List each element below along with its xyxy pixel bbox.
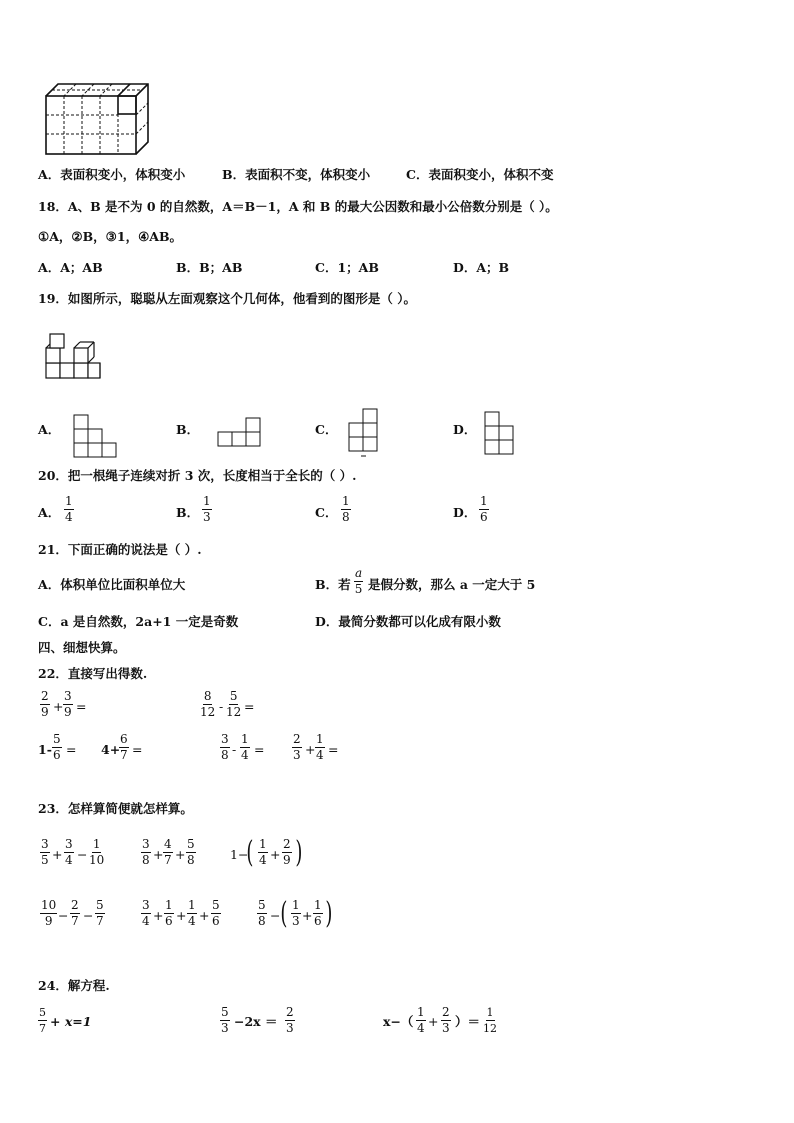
q23-e6-frac3 [313, 899, 323, 928]
q20-option-a-fraction[interactable] [64, 495, 74, 524]
denominator: 3 [292, 914, 300, 928]
denominator: 10 [89, 853, 105, 867]
numerator: 3 [221, 732, 229, 746]
denominator: 6 [212, 914, 220, 928]
denominator: 4 [241, 748, 249, 762]
q23-e4-frac2 [70, 899, 80, 928]
numerator: 5 [187, 837, 195, 851]
denominator: 7 [71, 914, 79, 928]
numerator: 1 [417, 1005, 425, 1019]
q24-stem: 24．解方程. [38, 978, 110, 993]
q20-option-b-fraction[interactable] [202, 495, 212, 524]
q20-label-a[interactable]: A． [38, 505, 61, 520]
q23-e6-paren-close: ) [325, 896, 333, 931]
numerator: 1 [480, 494, 488, 508]
numerator: 5 [258, 898, 266, 912]
q22-e2-frac2 [226, 690, 241, 719]
q19-label-b[interactable]: B． [176, 422, 200, 437]
denominator: 8 [187, 853, 195, 867]
q17-option-a[interactable]: A．表面积变小，体积变小 [38, 167, 186, 182]
q23-e1-frac3 [89, 838, 104, 867]
q19-option-a-figure[interactable] [73, 414, 117, 458]
q24-e2-frac2 [285, 1006, 295, 1035]
numerator: 5 [212, 898, 220, 912]
numerator: 1 [292, 898, 300, 912]
q23-e5-frac4 [211, 899, 221, 928]
numerator: 5 [39, 1006, 46, 1019]
numerator: 1 [65, 494, 73, 508]
q22-e5-frac2 [240, 733, 250, 762]
denominator: 7 [96, 914, 104, 928]
q19-label-d[interactable]: D． [453, 422, 477, 437]
q21-option-b-suffix[interactable]: 是假分数，那么 a 一定大于 5 [368, 577, 536, 592]
q23-e6-op2: + [302, 908, 313, 923]
q20-label-d[interactable]: D． [453, 505, 477, 520]
q22-e1-frac2 [63, 690, 73, 719]
denominator: 5 [354, 582, 363, 596]
numerator: 3 [142, 837, 150, 851]
numerator: 1 [486, 1006, 494, 1019]
numerator: 2 [71, 898, 79, 912]
q19-label-a[interactable]: A． [38, 422, 61, 437]
numerator: 5 [96, 898, 104, 912]
q23-e3-paren-open: ( [246, 835, 254, 870]
denominator: 9 [64, 705, 72, 719]
q24-e3-frac3 [483, 1006, 497, 1035]
numerator: 1 [342, 494, 350, 508]
denominator: 3 [203, 510, 211, 524]
q23-e4-op1: − [58, 908, 69, 923]
q21-option-d[interactable]: D．最简分数都可以化成有限小数 [315, 614, 501, 629]
q24-e3-frac1 [416, 1006, 426, 1035]
denominator: 7 [164, 853, 172, 867]
q23-stem: 23．怎样算简便就怎样算。 [38, 801, 193, 816]
q23-e2-frac3 [186, 838, 196, 867]
q24-e1-rest: + x=1 [50, 1014, 92, 1029]
q22-e2-frac1 [200, 690, 215, 719]
q23-e4-op2: − [83, 908, 94, 923]
q24-e3-op: + [428, 1014, 439, 1029]
denominator: 6 [480, 510, 488, 524]
q23-e3-frac2 [282, 838, 292, 867]
q23-e1-op1: + [52, 847, 63, 862]
q22-e3-lead: 1- [38, 742, 52, 757]
denominator: 8 [342, 510, 350, 524]
q20-option-d-fraction[interactable] [479, 495, 489, 524]
denominator: 3 [442, 1021, 450, 1035]
numerator: 3 [65, 837, 73, 851]
q21-option-c[interactable]: C．a 是自然数，2a+1 一定是奇数 [38, 614, 239, 629]
denominator: 3 [221, 1021, 229, 1035]
q22-e1-equals: = [76, 699, 87, 714]
denominator: 3 [286, 1021, 294, 1035]
denominator: 4 [65, 510, 73, 524]
q19-stem: 19．如图所示，聪聪从左面观察这个几何体，他看到的图形是（ ）。 [38, 291, 416, 306]
q24-e1-frac [38, 1006, 47, 1035]
q22-e6-op: + [305, 742, 316, 757]
denominator: 4 [65, 853, 73, 867]
q23-e3-paren-close: ) [295, 835, 303, 870]
denominator: 4 [188, 914, 196, 928]
q19-option-c-figure[interactable] [348, 408, 378, 458]
denominator: 7 [120, 748, 128, 762]
q18-option-d[interactable]: D．A；B [453, 260, 510, 275]
numerator: 8 [203, 689, 212, 703]
numerator: 3 [41, 837, 49, 851]
q22-e4-frac1 [119, 733, 129, 762]
q21-option-b-prefix[interactable]: B．若 [315, 577, 351, 592]
numerator: 2 [286, 1005, 294, 1019]
denominator: 8 [142, 853, 150, 867]
q24-e3-frac2 [441, 1006, 451, 1035]
numerator: 3 [142, 898, 150, 912]
numerator: a [355, 566, 363, 580]
numerator: 1 [92, 837, 101, 851]
q23-e5-frac3 [187, 899, 197, 928]
q22-e5-equals: = [254, 742, 265, 757]
q23-e2-op2: + [175, 847, 186, 862]
q19-label-c[interactable]: C． [315, 422, 338, 437]
numerator: 1 [259, 837, 267, 851]
q19-option-b-figure[interactable] [217, 417, 261, 447]
q22-e3-equals: = [66, 742, 77, 757]
q22-e4-equals: = [132, 742, 143, 757]
q23-e3-op1: + [270, 847, 281, 862]
q22-e6-frac1 [292, 733, 302, 762]
q23-e5-op3: + [199, 908, 210, 923]
denominator: 12 [200, 705, 216, 719]
q19-option-d-figure[interactable] [484, 411, 514, 455]
q17-cuboid-figure [40, 80, 160, 160]
q23-e5-frac2 [164, 899, 174, 928]
q19-solid-figure [44, 332, 104, 382]
q21-option-b-fraction [354, 567, 363, 596]
q18-stem: 18．A、B 是不为 0 的自然数，A＝B－1，A 和 B 的最大公因数和最小公倍数分别是（ ）。 [38, 199, 558, 214]
numerator: 4 [164, 837, 172, 851]
denominator: 4 [417, 1021, 425, 1035]
numerator: 10 [41, 898, 57, 912]
q20-label-b[interactable]: B． [176, 505, 200, 520]
denominator: 4 [316, 748, 324, 762]
q18-choices: ①A，②B，③1，④AB。 [38, 229, 183, 244]
q22-e4-lead: 4+ [101, 742, 121, 757]
q22-e6-frac2 [315, 733, 325, 762]
q23-e2-frac1 [141, 838, 151, 867]
numerator: 5 [229, 689, 238, 703]
q21-option-a[interactable]: A．体积单位比面积单位大 [38, 577, 186, 592]
denominator: 8 [221, 748, 229, 762]
numerator: 2 [283, 837, 291, 851]
q23-e5-op2: + [176, 908, 187, 923]
q24-e2-mid: −2x ＝ [234, 1014, 278, 1029]
q20-option-c-fraction[interactable] [341, 495, 351, 524]
denominator: 7 [39, 1022, 46, 1035]
q23-e3-frac1 [258, 838, 268, 867]
q22-e6-equals: = [328, 742, 339, 757]
q18-option-a[interactable]: A．A；AB [38, 260, 103, 275]
q23-e6-paren-open: ( [280, 896, 288, 931]
q23-e2-op1: + [153, 847, 164, 862]
denominator: 9 [41, 705, 49, 719]
denominator: 12 [226, 705, 242, 719]
denominator: 4 [142, 914, 150, 928]
numerator: 5 [53, 732, 61, 746]
q22-e5-frac1 [220, 733, 230, 762]
numerator: 2 [41, 689, 49, 703]
q20-stem: 20．把一根绳子连续对折 3 次，长度相当于全长的（ ）. [38, 468, 357, 483]
q23-e1-op2: − [77, 847, 88, 862]
q22-e2-equals: = [244, 699, 255, 714]
q18-option-c[interactable]: C．1；AB [315, 260, 379, 275]
q22-e3-frac1 [52, 733, 62, 762]
denominator: 12 [483, 1022, 497, 1035]
q22-e2-op: - [219, 699, 224, 714]
q17-option-b[interactable]: B．表面积不变，体积变小 [222, 167, 371, 182]
numerator: 1 [314, 898, 322, 912]
q23-e4-frac1 [40, 899, 57, 928]
q23-e6-frac2 [291, 899, 301, 928]
q22-e1-frac1 [40, 690, 50, 719]
q23-e1-frac1 [40, 838, 50, 867]
numerator: 1 [241, 732, 249, 746]
denominator: 6 [53, 748, 61, 762]
q22-stem: 22．直接写出得数. [38, 666, 148, 681]
q24-e3-lead: x−（ [383, 1014, 414, 1029]
numerator: 1 [203, 494, 211, 508]
denominator: 6 [165, 914, 173, 928]
denominator: 6 [314, 914, 322, 928]
q21-stem: 21．下面正确的说法是（ ）. [38, 542, 202, 557]
denominator: 5 [41, 853, 49, 867]
q22-e5-op: - [232, 742, 237, 757]
numerator: 5 [221, 1005, 229, 1019]
numerator: 1 [316, 732, 324, 746]
numerator: 1 [188, 898, 196, 912]
q23-e2-frac2 [163, 838, 173, 867]
numerator: 6 [120, 732, 128, 746]
q23-e6-op1: − [270, 908, 281, 923]
numerator: 1 [165, 898, 173, 912]
q23-e5-frac1 [141, 899, 151, 928]
q24-e2-frac1 [220, 1006, 230, 1035]
q23-e1-frac2 [64, 838, 74, 867]
numerator: 2 [293, 732, 301, 746]
denominator: 9 [283, 853, 291, 867]
q22-e1-op: + [53, 699, 64, 714]
denominator: 4 [259, 853, 267, 867]
q23-e5-op1: + [153, 908, 164, 923]
denominator: 8 [258, 914, 266, 928]
q20-label-c[interactable]: C． [315, 505, 338, 520]
q24-e3-close: ）＝ [455, 1014, 481, 1029]
q23-e3-lead: 1− [230, 847, 249, 862]
section-4-title: 四、细想快算。 [38, 640, 126, 655]
q23-e4-frac3 [95, 899, 105, 928]
denominator: 3 [293, 748, 301, 762]
q18-option-b[interactable]: B．B；AB [176, 260, 243, 275]
denominator: 9 [44, 914, 53, 928]
q17-option-c[interactable]: C．表面积变小，体积不变 [406, 167, 554, 182]
q23-e6-frac1 [257, 899, 267, 928]
numerator: 2 [442, 1005, 450, 1019]
numerator: 3 [64, 689, 72, 703]
